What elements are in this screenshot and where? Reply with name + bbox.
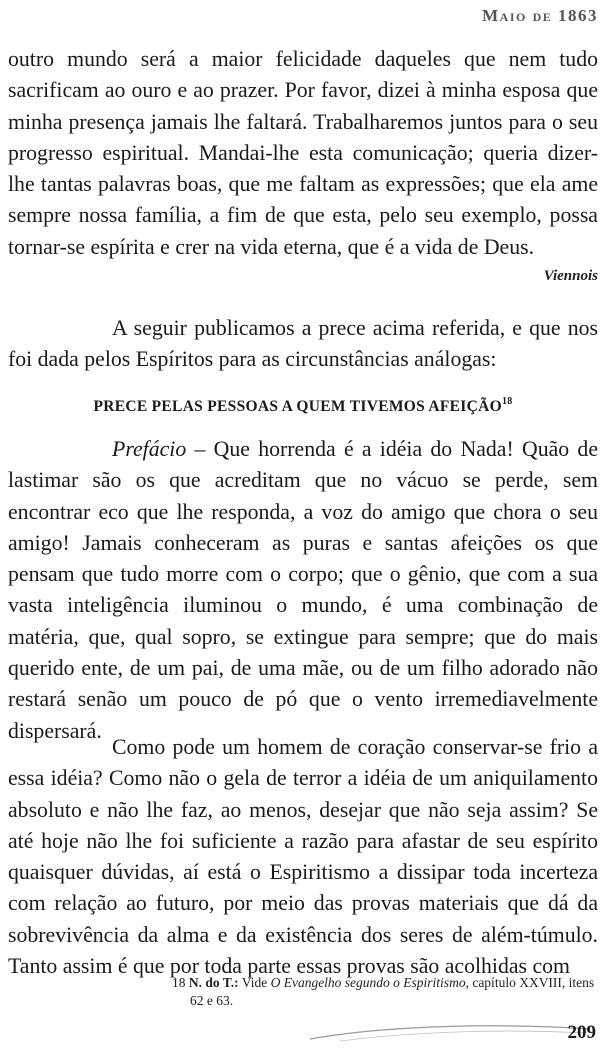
footnote bbox=[172, 974, 598, 1010]
page-curve-ornament bbox=[300, 1015, 600, 1045]
footnote-pre: Vide bbox=[238, 975, 271, 990]
footnote-number: 18 bbox=[172, 975, 186, 990]
paragraph-3-text: – Que horrenda é a idéia do Nada! Quão de lastimar são os que acreditam que no vácuo se perde, sem encontrar eco que lhe responda, a voz do amigo que chora o seu amigo! Jamais conheceram as puras e santas afeições os que pensam que tudo morre com o corpo; que o gênio, que com a sua vasta inteligência iluminou o mundo, é uma combinação de matéria, que, qual sopro, se extingue para sempre; que do mais querido ente, de um pai, de uma mãe, ou de um filho adorado não restará senão um pouco de pó que o vento irremediavelmente dispersará. bbox=[8, 437, 598, 743]
page-number: 209 bbox=[567, 1022, 596, 1043]
preface-label: Prefácio bbox=[112, 437, 187, 461]
section-title bbox=[0, 396, 606, 416]
paragraph-4: Como pode um homem de coração conservar-se frio a essa idéia? Como não o gela de terror a idéia de um aniquilamento absoluto e não lhe faz, ao menos, desejar que não seja assim? Se até hoje não lhe foi suficiente a razão para afastar de seu espírito quaisquer dúvidas, aí está o Espiritismo a dissipar toda incerteza com relação ao futuro, por meio das provas materiais que dá da sobrevivência da alma e da existência dos seres de além-túmulo. Tanto assim é que por toda parte essas provas são acolhidas com bbox=[8, 735, 598, 979]
footnote-reference[interactable]: 18 bbox=[501, 396, 513, 407]
section-title-text: PRECE PELAS PESSOAS A QUEM TIVEMOS AFEIÇÃO bbox=[93, 398, 502, 415]
signature: Viennois bbox=[543, 268, 598, 284]
paragraph-2: A seguir publicamos a prece acima referida, e que nos foi dada pelos Espíritos para as circunstâncias análogas: bbox=[8, 316, 598, 372]
paragraph-1: outro mundo será a maior felicidade daqueles que nem tudo sacrificam ao ouro e ao prazer. Por favor, dizei à minha esposa que minha presença jamais lhe faltará. Trabalharemos juntos para o seu progresso espiritual. Mandai-lhe esta comunicação; queria dizer-lhe tantas palavras boas, que me faltam as expressões; que ela ame sempre nossa família, a fim de que esta, pelo seu exemplo, possa tornar-se espírita e crer na vida eterna, que é a vida de Deus. bbox=[8, 47, 598, 259]
running-header: Maio de 1863 bbox=[482, 6, 598, 25]
footnote-post: , capítulo XXVIII, itens 62 e 63. bbox=[190, 975, 595, 1008]
footnote-book-title: O Evangelho segundo o Espiritismo bbox=[270, 975, 466, 990]
paragraph-3 bbox=[8, 434, 598, 747]
footnote-label: N. do T.: bbox=[188, 975, 239, 990]
